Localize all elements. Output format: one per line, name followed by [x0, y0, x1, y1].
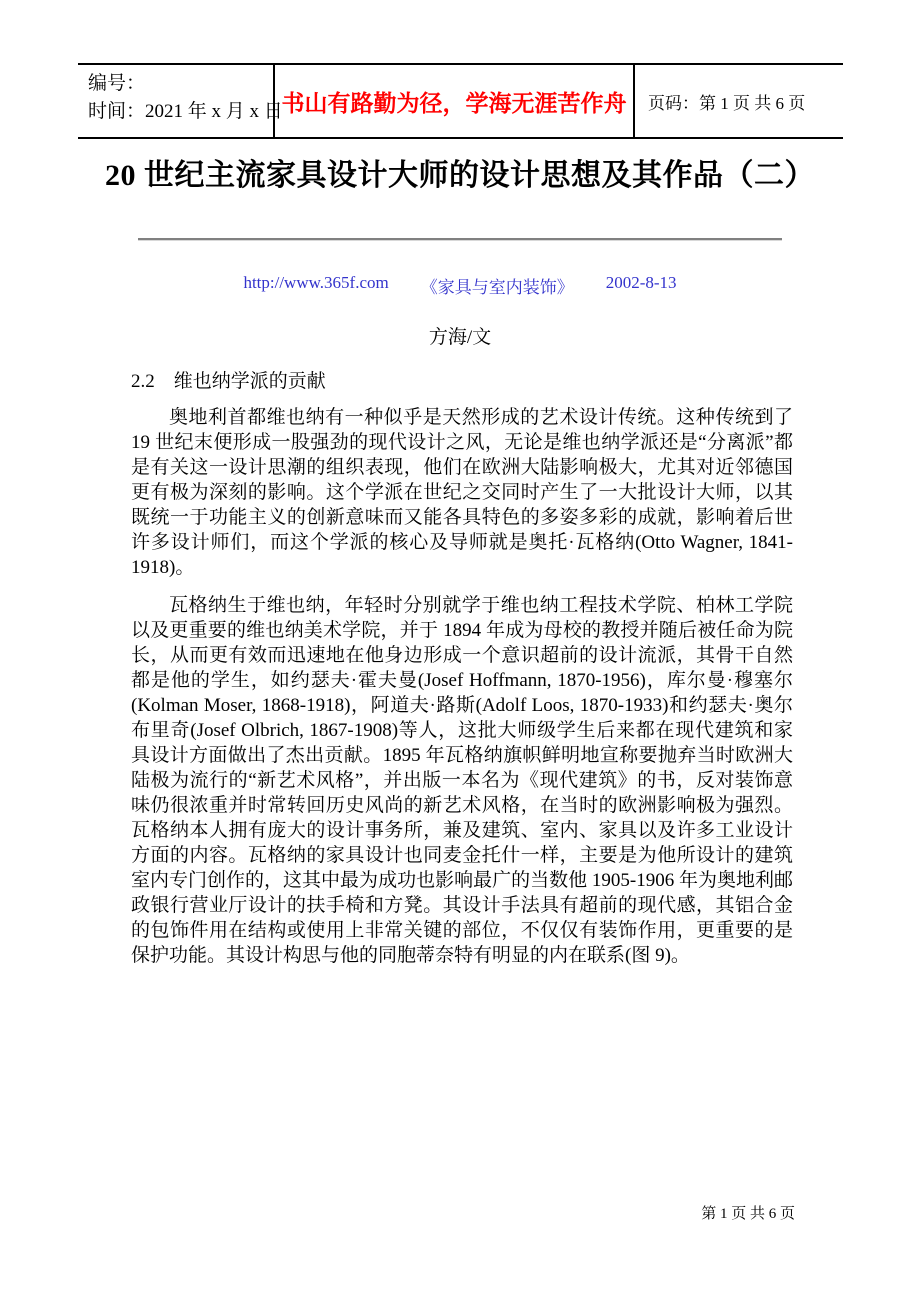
body-paragraph-2: 瓦格纳生于维也纳，年轻时分别就学于维也纳工程技术学院、柏林工学院以及更重要的维也纳美术学院，并于 1894 年成为母校的教授并随后被任命为院长，从而更有效而迅速地在他身边形成一个意识超前的设计流派，其骨干自然都是他的学生，如约瑟夫·霍夫曼(Josef Hoffmann, 1870-1956)，库尔曼·穆塞尔(Kolman Moser, 1868-1918)，阿道夫·路斯(Adolf Loos, 1870-1933)和约瑟夫·奥尔布里奇(Josef Olbrich, 1867-1908)等人，这批大师级学生后来都在现代建筑和家具设计方面做出了杰出贡献。1895 年瓦格纳旗帜鲜明地宣称要抛弃当时欧洲大陆极为流行的“新艺术风格”，并出版一本名为《现代建筑》的书，反对装饰意味仍很浓重并时常转回历史风尚的新艺术风格，在当时的欧洲影响极为强烈。瓦格纳本人拥有庞大的设计事务所，兼及建筑、室内、家具以及许多工业设计方面的内容。瓦格纳的家具设计也同麦金托什一样，主要是为他所设计的建筑室内专门创作的，这其中最为成功也影响最广的当数他 1905-1906 年为奥地利邮政银行营业厅设计的扶手椅和方凳。其设计手法具有超前的现代感，其铝合金的包饰件用在结构或使用上非常关键的部位，不仅仅有装饰作用，更重要的是保护功能。其设计构思与他的同胞蒂奈特有明显的内在联系(图 9)。 — [131, 595, 793, 966]
body-paragraph-1: 奥地利首都维也纳有一种似乎是天然形成的艺术设计传统。这种传统到了 19 世纪末便形成一股强劲的现代设计之风，无论是维也纳学派还是“分离派”都是有关这一设计思潮的组织表现，他们在欧洲大陆影响极大，尤其对近邻德国更有极为深刻的影响。这个学派在世纪之交同时产生了一大批设计大师，以其既统一于功能主义的创新意味而又能各具特色的多姿多彩的成就，影响着后世许多设计师们，而这个学派的核心及导师就是奥托·瓦格纳(Otto Wagner, 1841-1918)。 — [131, 407, 793, 578]
header-motto: 书山有路勤为径，学海无涯苦作舟 — [281, 90, 627, 116]
doc-number-label: 编号： — [88, 73, 146, 94]
source-date: 2002-8-13 — [605, 273, 677, 292]
header-table — [78, 63, 843, 139]
header-cell-page — [635, 65, 843, 137]
source-line — [0, 273, 920, 298]
horizontal-divider — [138, 238, 782, 240]
header-cell-meta — [78, 65, 283, 137]
document-title: 20 世纪主流家具设计大师的设计思想及其作品（二） — [105, 159, 815, 192]
author-byline: 方海/文 — [428, 327, 492, 348]
footer-page-number: 第 1 页 共 6 页 — [701, 1206, 795, 1222]
section-heading: 2.2 维也纳学派的贡献 — [131, 371, 326, 392]
header-page-label: 页码：第 1 页 共 6 页 — [648, 93, 806, 113]
source-publication: 《家具与室内装饰》 — [420, 278, 574, 297]
header-cell-motto — [273, 65, 635, 137]
doc-time-label: 时间：2021 年 x 月 x 日 — [88, 101, 283, 122]
article-body — [131, 405, 793, 968]
source-url-link[interactable]: http://www.365f.com — [243, 273, 389, 292]
